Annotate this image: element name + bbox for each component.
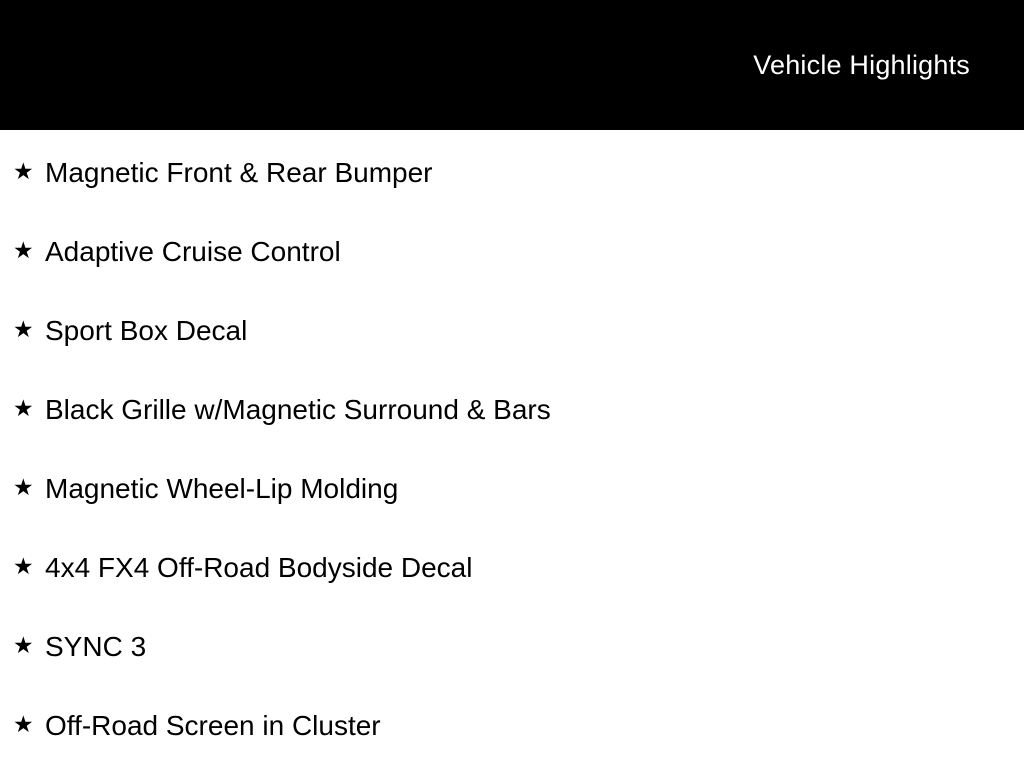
star-icon: ★ (13, 475, 34, 501)
star-icon: ★ (13, 238, 34, 264)
list-item-label: Black Grille w/Magnetic Surround & Bars (45, 393, 551, 425)
star-icon: ★ (13, 633, 34, 659)
star-icon: ★ (13, 554, 34, 580)
list-item-label: Off-Road Screen in Cluster (45, 709, 381, 741)
star-icon: ★ (13, 712, 34, 738)
list-item-label: Magnetic Wheel-Lip Molding (45, 472, 399, 504)
highlight-list (0, 130, 1024, 768)
list-item-label: Sport Box Decal (45, 314, 248, 346)
list-item (0, 686, 1024, 765)
star-icon: ★ (13, 159, 34, 185)
list-item (0, 370, 1024, 449)
list-item (0, 212, 1024, 291)
list-item (0, 133, 1024, 212)
star-icon: ★ (13, 317, 34, 343)
list-item (0, 291, 1024, 370)
list-item (0, 449, 1024, 528)
header-bar (0, 0, 1024, 130)
star-icon: ★ (13, 396, 34, 422)
list-item-label: Adaptive Cruise Control (45, 235, 341, 267)
list-item-label: Magnetic Front & Rear Bumper (45, 156, 433, 188)
page-title: Vehicle Highlights (753, 49, 970, 80)
list-item-label: 4x4 FX4 Off-Road Bodyside Decal (45, 551, 473, 583)
list-item (0, 528, 1024, 607)
list-item-label: SYNC 3 (45, 630, 147, 662)
list-item (0, 607, 1024, 686)
